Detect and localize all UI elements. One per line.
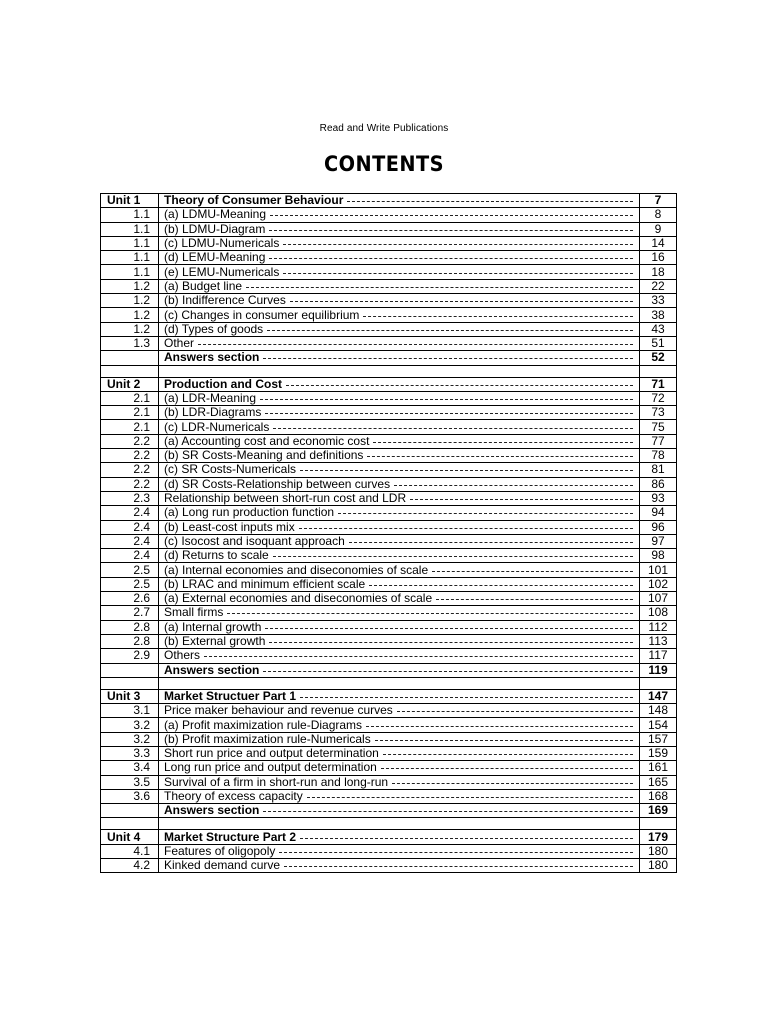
entry-cell (159, 265, 640, 279)
contents-table (100, 193, 677, 873)
spacer-row (101, 365, 677, 377)
section-number: 3.4 (101, 761, 159, 775)
table-row (101, 592, 677, 606)
entry-cell (159, 236, 640, 250)
dot-leader (227, 613, 633, 614)
entry-cell (159, 775, 640, 789)
table-row (101, 804, 677, 818)
entry-cell (159, 663, 640, 677)
entry-title: (c) LDR-Numericals (164, 419, 270, 434)
dot-leader (273, 556, 633, 557)
entry-title: (b) SR Costs-Meaning and definitions (164, 448, 364, 463)
dot-leader (432, 571, 633, 572)
page-number: 73 (640, 406, 677, 420)
section-number: 3.2 (101, 718, 159, 732)
page-number: 96 (640, 520, 677, 534)
table-row (101, 577, 677, 591)
entry-title: Kinked demand curve (164, 858, 281, 873)
page-number: 117 (640, 649, 677, 663)
page-number: 78 (640, 449, 677, 463)
dot-leader (299, 528, 633, 529)
dot-leader (269, 258, 633, 259)
page-number: 119 (640, 663, 677, 677)
page-number: 75 (640, 420, 677, 434)
table-row (101, 634, 677, 648)
entry-title: Theory of excess capacity (164, 789, 303, 804)
dot-leader (300, 470, 633, 471)
page-number: 93 (640, 491, 677, 505)
spacer-cell (159, 677, 640, 689)
dot-leader (273, 428, 633, 429)
dot-leader (300, 697, 633, 698)
page-title: CONTENTS (323, 152, 445, 176)
entry-cell (159, 208, 640, 222)
section-number: 1.2 (101, 308, 159, 322)
entry-cell (159, 563, 640, 577)
entry-title: Small firms (164, 605, 224, 620)
entry-title: (d) SR Costs-Relationship between curves (164, 477, 391, 491)
unit-row (101, 194, 677, 208)
entry-cell (159, 449, 640, 463)
section-number: 2.8 (101, 620, 159, 634)
entry-cell (159, 704, 640, 718)
dot-leader (265, 413, 633, 414)
page-number: 113 (640, 634, 677, 648)
entry-title: Survival of a firm in short-run and long-run (164, 775, 389, 789)
dot-leader (369, 585, 633, 586)
dot-leader (383, 754, 633, 755)
entry-title: (c) Isocost and isoquant approach (164, 534, 345, 548)
entry-title: (a) External economies and diseconomies of scale (164, 591, 433, 606)
entry-title: (d) Types of goods (164, 322, 264, 336)
page-number: 22 (640, 279, 677, 293)
section-number: 2.4 (101, 534, 159, 548)
dot-leader (307, 797, 633, 798)
entry-title: Theory of Consumer Behaviour (164, 193, 344, 208)
section-number: 3.2 (101, 732, 159, 746)
table-row (101, 420, 677, 434)
dot-leader (204, 656, 633, 657)
entry-title: (b) LRAC and minimum efficient scale (164, 577, 366, 591)
page-number: 81 (640, 463, 677, 477)
section-number: 3.6 (101, 789, 159, 803)
entry-title: Price maker behaviour and revenue curves (164, 703, 393, 718)
table-row (101, 761, 677, 775)
entry-title: Answers section (164, 663, 260, 677)
table-row (101, 649, 677, 663)
dot-leader (283, 244, 633, 245)
contents-table-body (101, 194, 677, 873)
entry-cell (159, 322, 640, 336)
entry-cell (159, 222, 640, 236)
dot-leader (394, 485, 633, 486)
unit-label: Unit 1 (101, 194, 159, 208)
dot-leader (300, 838, 633, 839)
entry-cell (159, 434, 640, 448)
spacer-row (101, 818, 677, 830)
entry-title: (d) LEMU-Meaning (164, 250, 266, 265)
entry-title: Production and Cost (164, 377, 282, 391)
dot-leader (363, 316, 633, 317)
table-row (101, 704, 677, 718)
entry-cell (159, 194, 640, 208)
dot-leader (263, 358, 633, 359)
dot-leader (338, 513, 633, 514)
dot-leader (367, 456, 633, 457)
table-row (101, 294, 677, 308)
page-number: 148 (640, 704, 677, 718)
entry-title: Relationship between short-run cost and LDR (164, 491, 407, 506)
page-number: 165 (640, 775, 677, 789)
page-number: 52 (640, 351, 677, 365)
page-number: 169 (640, 804, 677, 818)
dot-leader (373, 442, 633, 443)
entry-cell (159, 732, 640, 746)
entry-cell (159, 534, 640, 548)
table-row (101, 549, 677, 563)
section-number: 2.1 (101, 420, 159, 434)
entry-title: Features of oligopoly (164, 844, 276, 858)
entry-title: (b) Profit maximization rule-Numericals (164, 732, 371, 746)
page-number: 97 (640, 534, 677, 548)
table-row (101, 236, 677, 250)
entry-cell (159, 406, 640, 420)
entry-title: Others (164, 648, 201, 663)
table-row (101, 351, 677, 365)
entry-title: (a) Internal economies and diseconomies of scale (164, 562, 429, 577)
dot-leader (246, 287, 633, 288)
entry-cell (159, 689, 640, 703)
table-row (101, 718, 677, 732)
table-row (101, 251, 677, 265)
page-number: 154 (640, 718, 677, 732)
page-number: 102 (640, 577, 677, 591)
page-number: 179 (640, 830, 677, 844)
dot-leader (284, 866, 633, 867)
entry-title: (e) LEMU-Numericals (164, 264, 280, 279)
section-number: 1.1 (101, 222, 159, 236)
table-row (101, 449, 677, 463)
entry-cell (159, 520, 640, 534)
table-row (101, 506, 677, 520)
dot-leader (260, 399, 633, 400)
table-row (101, 534, 677, 548)
section-number: 2.4 (101, 549, 159, 563)
entry-cell (159, 463, 640, 477)
section-number: 4.2 (101, 859, 159, 873)
section-number (101, 351, 159, 365)
page-number: 107 (640, 592, 677, 606)
section-number: 1.2 (101, 294, 159, 308)
entry-title: (b) Indifference Curves (164, 293, 286, 308)
entry-cell (159, 804, 640, 818)
section-number: 1.1 (101, 236, 159, 250)
dot-leader (283, 273, 633, 274)
entry-cell (159, 746, 640, 760)
dot-leader (279, 852, 633, 853)
entry-cell (159, 620, 640, 634)
dot-leader (290, 301, 633, 302)
table-row (101, 308, 677, 322)
entry-cell (159, 761, 640, 775)
page-number: 180 (640, 859, 677, 873)
section-number: 2.2 (101, 477, 159, 491)
dot-leader (263, 671, 633, 672)
section-number: 4.1 (101, 844, 159, 858)
table-row (101, 336, 677, 350)
entry-title: (b) LDR-Diagrams (164, 405, 262, 420)
table-row (101, 620, 677, 634)
dot-leader (349, 542, 633, 543)
section-number: 2.6 (101, 592, 159, 606)
section-number: 2.1 (101, 391, 159, 405)
section-number: 2.8 (101, 634, 159, 648)
entry-title: Market Structure Part 2 (164, 829, 297, 844)
entry-title: (a) LDR-Meaning (164, 391, 257, 405)
dot-leader (347, 201, 633, 202)
dot-leader (286, 385, 633, 386)
section-number: 1.1 (101, 251, 159, 265)
entry-cell (159, 830, 640, 844)
entry-title: Answers section (164, 803, 260, 818)
table-row (101, 477, 677, 491)
page-number: 18 (640, 265, 677, 279)
table-row (101, 322, 677, 336)
entry-cell (159, 279, 640, 293)
unit-row (101, 830, 677, 844)
table-row (101, 746, 677, 760)
dot-leader (397, 711, 633, 712)
spacer-cell (159, 365, 640, 377)
entry-cell (159, 592, 640, 606)
spacer-cell (640, 365, 677, 377)
section-number: 2.7 (101, 606, 159, 620)
dot-leader (436, 599, 633, 600)
entry-title: (b) External growth (164, 634, 266, 649)
entry-title: (a) Internal growth (164, 620, 262, 634)
page-number: 9 (640, 222, 677, 236)
entry-title: Long run price and output determination (164, 760, 377, 775)
section-number: 2.3 (101, 491, 159, 505)
entry-title: (b) LDMU-Diagram (164, 222, 266, 236)
section-number: 2.5 (101, 577, 159, 591)
section-number: 3.5 (101, 775, 159, 789)
unit-row (101, 377, 677, 391)
entry-cell (159, 789, 640, 803)
page-number: 16 (640, 251, 677, 265)
section-number: 1.1 (101, 208, 159, 222)
entry-title: (d) Returns to scale (164, 548, 269, 563)
section-number: 1.3 (101, 336, 159, 350)
dot-leader (263, 811, 633, 812)
spacer-row (101, 677, 677, 689)
table-row (101, 491, 677, 505)
entry-title: Market Structuer Part 1 (164, 689, 297, 703)
table-row (101, 606, 677, 620)
spacer-cell (640, 818, 677, 830)
table-row (101, 265, 677, 279)
spacer-cell (640, 677, 677, 689)
section-number: 2.4 (101, 520, 159, 534)
section-number: 2.5 (101, 563, 159, 577)
table-row (101, 279, 677, 293)
entry-cell (159, 606, 640, 620)
entry-cell (159, 308, 640, 322)
entry-title: (a) Accounting cost and economic cost (164, 434, 370, 448)
page-number: 161 (640, 761, 677, 775)
entry-title: Short run price and output determination (164, 746, 379, 761)
spacer-cell (101, 818, 159, 830)
page-number: 86 (640, 477, 677, 491)
section-number: 2.2 (101, 434, 159, 448)
page-number: 77 (640, 434, 677, 448)
unit-row (101, 689, 677, 703)
entry-cell (159, 844, 640, 858)
dot-leader (375, 740, 633, 741)
entry-title: (a) LDMU-Meaning (164, 207, 267, 222)
page-number: 168 (640, 789, 677, 803)
entry-title: (c) Changes in consumer equilibrium (164, 307, 360, 322)
page-number: 72 (640, 391, 677, 405)
entry-cell (159, 251, 640, 265)
unit-label: Unit 2 (101, 377, 159, 391)
section-number: 2.2 (101, 449, 159, 463)
page-number: 7 (640, 194, 677, 208)
entry-cell (159, 477, 640, 491)
entry-cell (159, 859, 640, 873)
page-number: 157 (640, 732, 677, 746)
table-row (101, 732, 677, 746)
unit-label: Unit 3 (101, 689, 159, 703)
page-number: 71 (640, 377, 677, 391)
page-number: 51 (640, 336, 677, 350)
page-number: 108 (640, 606, 677, 620)
table-row (101, 844, 677, 858)
page-number: 159 (640, 746, 677, 760)
page-number: 101 (640, 563, 677, 577)
section-number: 2.2 (101, 463, 159, 477)
section-number (101, 663, 159, 677)
spacer-cell (101, 365, 159, 377)
section-number: 1.1 (101, 265, 159, 279)
table-row (101, 463, 677, 477)
entry-cell (159, 634, 640, 648)
table-row (101, 391, 677, 405)
table-row (101, 406, 677, 420)
entry-title: (c) LDMU-Numericals (164, 236, 280, 251)
page-number: 33 (640, 294, 677, 308)
page-number: 14 (640, 236, 677, 250)
entry-title: (a) Long run production function (164, 505, 335, 520)
page-number: 112 (640, 620, 677, 634)
table-row (101, 563, 677, 577)
entry-cell (159, 718, 640, 732)
page-number: 94 (640, 506, 677, 520)
spacer-cell (159, 818, 640, 830)
page-number: 38 (640, 308, 677, 322)
table-row (101, 775, 677, 789)
spacer-cell (101, 677, 159, 689)
publisher-name: Read and Write Publications (319, 123, 449, 134)
page-number: 180 (640, 844, 677, 858)
entry-cell (159, 577, 640, 591)
table-row (101, 859, 677, 873)
table-row (101, 663, 677, 677)
entry-cell (159, 649, 640, 663)
table-row (101, 789, 677, 803)
page-number: 147 (640, 689, 677, 703)
page-number: 43 (640, 322, 677, 336)
dot-leader (270, 215, 633, 216)
entry-cell (159, 506, 640, 520)
entry-cell (159, 351, 640, 365)
section-number: 1.2 (101, 322, 159, 336)
section-number: 1.2 (101, 279, 159, 293)
entry-title: (b) Least-cost inputs mix (164, 520, 295, 534)
entry-title: (a) Budget line (164, 279, 243, 293)
entry-cell (159, 391, 640, 405)
entry-title: Answers section (164, 350, 260, 365)
entry-title: (a) Profit maximization rule-Diagrams (164, 717, 363, 732)
table-row (101, 208, 677, 222)
entry-cell (159, 420, 640, 434)
dot-leader (269, 230, 633, 231)
section-number: 2.4 (101, 506, 159, 520)
unit-label: Unit 4 (101, 830, 159, 844)
entry-cell (159, 491, 640, 505)
section-number: 2.9 (101, 649, 159, 663)
section-number: 3.1 (101, 704, 159, 718)
dot-leader (410, 499, 633, 500)
section-number: 3.3 (101, 746, 159, 760)
page-number: 8 (640, 208, 677, 222)
dot-leader (269, 642, 633, 643)
entry-cell (159, 336, 640, 350)
dot-leader (267, 330, 633, 331)
table-row (101, 434, 677, 448)
dot-leader (198, 344, 633, 345)
entry-cell (159, 549, 640, 563)
dot-leader (392, 783, 633, 784)
entry-title: (c) SR Costs-Numericals (164, 462, 297, 477)
dot-leader (366, 726, 633, 727)
table-row (101, 520, 677, 534)
dot-leader (265, 628, 633, 629)
entry-cell (159, 294, 640, 308)
section-number: 2.1 (101, 406, 159, 420)
entry-title: Other (164, 336, 195, 351)
dot-leader (381, 768, 633, 769)
page-number: 98 (640, 549, 677, 563)
section-number (101, 804, 159, 818)
entry-cell (159, 377, 640, 391)
table-row (101, 222, 677, 236)
